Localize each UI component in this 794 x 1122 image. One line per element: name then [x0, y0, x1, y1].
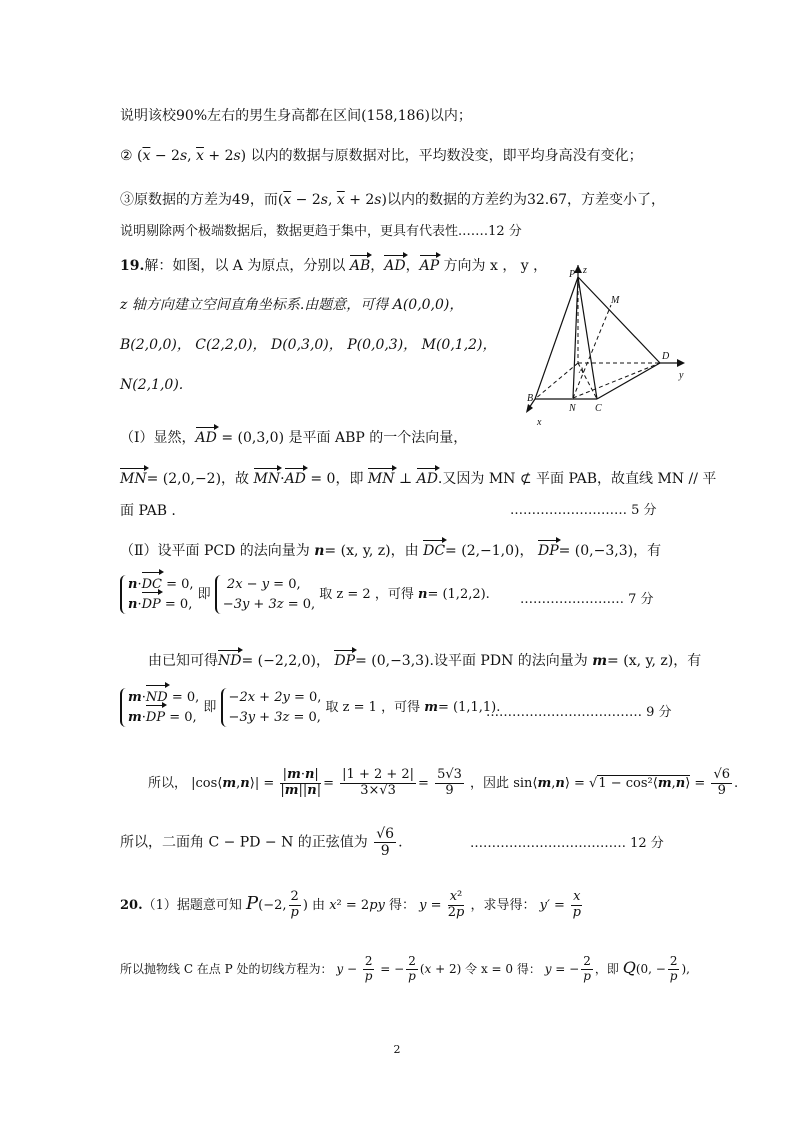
cos-frac-1: $\frac{|m\cdot n|}{|m||n|}$ — [280, 767, 322, 798]
label-C: C — [595, 403, 602, 414]
vec-AD-2: AD — [195, 430, 217, 446]
edge-PD — [578, 277, 660, 363]
part1-text-a: = (2,0,−2)，故 — [146, 471, 250, 487]
label-N: N — [569, 403, 576, 414]
score-9: ……………………………… 9 分 — [486, 705, 672, 720]
vec-MN: MN — [120, 471, 147, 487]
vec-MN-2: MN — [253, 471, 281, 487]
edge-PB — [535, 277, 578, 399]
conclusion-text: 所以，二面角 C − PD − N 的正弦值为 — [120, 834, 368, 851]
q19-line-4: N(2,1,0). — [120, 377, 184, 393]
part1-text-b: = 0，即 — [310, 471, 364, 487]
part1-line-2: MN= (2,0,−2)，故 MN·AD = 0，即 MN ⊥ AD.又因为 MN ⊄ 平面 PAB，故直线 MN // 平 — [120, 471, 717, 487]
vec-DP-2: DP — [334, 653, 356, 669]
part2-text-f: = (−2,2,0)， — [241, 653, 330, 669]
part2-text-g: = (0,−3,3).设平面 PDN 的法向量为 — [355, 653, 588, 669]
part2-text-e: 由已知可得 — [148, 653, 218, 669]
label-M: M — [611, 295, 620, 306]
system-1-right: 2x − y = 0, −3y + 3z = 0, — [215, 575, 315, 614]
q20-line-1: 20.（1）据题意可知 P(−2, $\frac{2}{p}$ ) 由 x² = 2py 得： y = $\frac{\text{x²}}{2p}$ ，求导得： y′ = $\frac{x}{p}$ — [120, 889, 581, 920]
conclusion-line: 所以，二面角 C − PD − N 的正弦值为 $\frac{√6}{9}$ . — [120, 826, 403, 860]
q20-text-b: 由 — [312, 897, 326, 913]
segment-NM — [573, 305, 611, 398]
q20-text-g: ，即 — [594, 961, 619, 976]
x-arrow — [526, 404, 533, 413]
q20-text-e: 所以抛物线 C 在点 P 处的切线方程为： — [120, 961, 333, 976]
q19-text-b: 方向为 x ， y ， — [443, 258, 548, 274]
vec-AD-3: AD — [284, 471, 306, 487]
cos-line: 所以， |cos⟨m,n⟩| = $\frac{|m\cdot n|}{|m||n|}$ = $\frac{|1 + 2 + 2|}{3\times√3}$ = $\frac{5√3}{9}$ ，因此 sin⟨m,n⟩ = √1 − cos²⟨m,n⟩ = $\frac{√6}{9}$ . — [148, 767, 739, 798]
vec-DP: DP — [537, 543, 559, 559]
vec-ND: ND — [218, 653, 242, 669]
q20-text-f: 令 x = 0 得： — [465, 961, 541, 976]
q19-text-a: 解：如图，以 A 为原点，分别以 — [144, 258, 346, 274]
vec-AD: AD — [384, 258, 406, 274]
q19-line-1: 19.解：如图，以 A 为原点，分别以 AB，AD，AP 方向为 x ， y ， — [120, 258, 548, 274]
vec-AD-4: AD — [416, 471, 438, 487]
part1-text-c: .又因为 MN ⊄ 平面 PAB，故直线 MN // 平 — [437, 471, 717, 487]
system-1-value: = (1,2,2). — [427, 587, 490, 602]
text-line-4: 说明剔除两个极端数据后，数据更趋于集中，更具有代表性.……12 分 — [120, 224, 522, 239]
system-1-left: n·DC = 0, n·DP = 0, — [120, 575, 194, 614]
page-number: 2 — [393, 1043, 401, 1056]
text-line-3a: 原数据的方差为49，而 — [134, 192, 278, 208]
circled-3: ③ — [120, 192, 134, 208]
segment-ND — [573, 363, 660, 398]
conclusion-frac: $\frac{√6}{9}$ — [376, 826, 395, 860]
part2-line-1 — [120, 543, 661, 560]
label-P: P — [569, 269, 576, 280]
system-2: m·ND = 0, m·DP = 0, 即 −2x + 2y = 0, −3y + 3z = 0, 取 z = 1 ，可得 m= (1,1,1). — [120, 688, 500, 727]
cos-text-b: ，因此 — [470, 775, 510, 791]
q20-text-c: 得： — [389, 897, 416, 913]
circled-2: ② — [120, 148, 133, 164]
text-line-3b: 以内的数据的方差约为32.67，方差变小了， — [386, 192, 666, 208]
q20-number: 20. — [120, 897, 143, 913]
z-arrow — [574, 265, 582, 273]
vec-m: m — [592, 653, 608, 669]
edge-PN — [573, 277, 578, 398]
score-12: ……………………………… 12 分 — [470, 836, 664, 851]
part2-text-b: = (x, y, z)，由 — [324, 543, 419, 559]
system-1: n·DC = 0, n·DP = 0, 即 2x − y = 0, −3y + 3z = 0, 取 z = 2 ，可得 n= (1,2,2). — [120, 575, 490, 614]
cos-text-a: 所以， — [148, 775, 188, 791]
text-line-2-rest: 以内的数据与原数据对比，平均数没变，即平均身高没有变化； — [250, 148, 643, 164]
label-A: A — [579, 366, 584, 375]
part1-line-1 — [120, 430, 467, 447]
system-2-right: −2x + 2y = 0, −3y + 3z = 0, — [221, 688, 322, 727]
text-line-3 — [120, 192, 665, 209]
vec-AB: AB — [349, 258, 371, 274]
vec-m-2: m — [424, 700, 438, 715]
score-7: …………………… 7 分 — [520, 592, 654, 607]
label-D: D — [662, 351, 670, 362]
label-y: y — [679, 370, 684, 381]
part2-text-c: = (2,−1,0)， — [445, 543, 534, 559]
system-2-value: = (1,1,1). — [437, 700, 501, 715]
part2-text-a: （Ⅱ）设平面 PCD 的法向量为 — [120, 543, 310, 559]
system-2-text: 取 z = 1 ，可得 — [325, 700, 421, 715]
q20-line-2: 所以抛物线 C 在点 P 处的切线方程为： y − $\frac{2}{p}$ = − $\frac{2}{p}$ (x + 2) 令 x = 0 得： y = − $\frac{2}{p}$ ，即 Q(0, − $\frac{2}{p}$ ), — [120, 954, 690, 983]
y-arrow — [677, 359, 685, 367]
vec-AP: AP — [419, 258, 440, 274]
q19-number: 19. — [120, 258, 145, 274]
part1-text: = (0,3,0) 是平面 ABP 的一个法向量， — [221, 430, 468, 446]
part2-text-d: = (0,−3,3)，有 — [558, 543, 662, 559]
vec-MN-3: MN — [367, 471, 395, 487]
label-z: z — [583, 265, 587, 276]
score-5: ……………………… 5 分 — [510, 503, 657, 518]
part2-text-h: = (x, y, z)，有 — [607, 653, 702, 669]
interval-expr-2: ($\overline{x} - 2s$, $\overline{x} + 2s$) — [277, 192, 387, 208]
cos-frac-2: $\frac{|1 + 2 + 2|}{3\times√3}$ — [342, 767, 415, 798]
system-2-left: m·ND = 0, m·DP = 0, — [120, 688, 199, 727]
label-B: B — [527, 393, 534, 404]
q20-text-d: ，求导得： — [470, 897, 536, 913]
text-line-2 — [120, 148, 643, 165]
label-x: x — [537, 417, 542, 428]
edge-CD — [597, 363, 660, 399]
interval-expr: ($\overline{x} - 2s$, $\overline{x} + 2s$) — [137, 148, 247, 164]
part1-label: （Ⅰ）显然， — [120, 430, 196, 446]
vec-n-2: n — [417, 587, 428, 602]
sin-frac: $\frac{√6}{9}$ — [713, 767, 731, 798]
part1-line-3: 面 PAB . — [120, 503, 176, 519]
q19-line-2: z 轴方向建立空间直角坐标系.由题意，可得 A(0,0,0)， — [120, 297, 464, 313]
system-1-text: 取 z = 2 ，可得 — [319, 587, 414, 602]
vec-DC: DC — [423, 543, 446, 559]
cos-frac-3: $\frac{5√3}{9}$ — [437, 767, 462, 798]
part2-line-3 — [148, 653, 701, 670]
text-line-1: 说明该校90%左右的男生身高都在区间(158,186)以内； — [120, 108, 472, 124]
q20-text-a: （1）据题意可知 — [142, 897, 242, 913]
pyramid-figure — [525, 265, 695, 435]
vec-n: n — [314, 543, 325, 559]
edge-PC — [578, 277, 597, 399]
q19-line-3: B(2,0,0)， C(2,2,0)， D(0,3,0)， P(0,0,3)， M(0,1,2)， — [120, 337, 497, 353]
